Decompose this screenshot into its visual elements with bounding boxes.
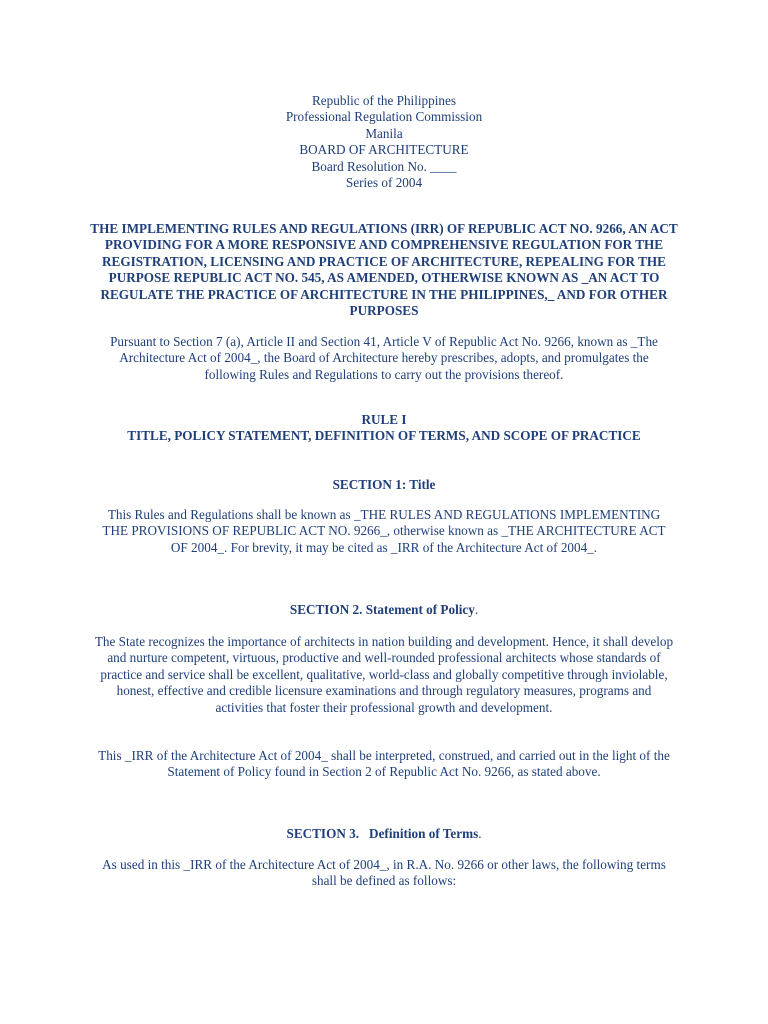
header-series: Series of 2004	[345, 175, 423, 191]
rule-heading	[90, 412, 678, 445]
header-country: Republic of the Philippines	[312, 93, 456, 108]
section-3-heading-title: Definition of Terms	[369, 826, 479, 841]
header-resolution: Board Resolution No. ____	[311, 158, 457, 174]
section-1-heading: SECTION 1: Title	[332, 477, 436, 492]
document-title: THE IMPLEMENTING RULES AND REGULATIONS (IRR) OF REPUBLIC ACT NO. 9266, AN ACT PROVIDING FOR A MORE RESPONSIVE AND COMPREHENSIVE REGULATION FOR THE REGISTRATION, LICENSING AND PRACTICE OF ARCHITECTURE, REPEALING FOR THE PURPOSE REPUBLIC ACT NO. 545, AS AMENDED, OTHERWISE KNOWN AS _AN ACT TO REGULATE THE PRACTICE OF ARCHITECTURE IN THE PHILIPPINES,_ AND FOR OTHER PURPOSES	[90, 221, 678, 319]
rule-title: TITLE, POLICY STATEMENT, DEFINITION OF TERMS, AND SCOPE OF PRACTICE	[127, 428, 641, 444]
preamble-paragraph: Pursuant to Section 7 (a), Article II and Section 41, Article V of Republic Act No. 9266, known as _The Architecture Act of 2004_, the Board of Architecture hereby prescribes, adopts, and promulgates the following Rules and Regulations to carry out the provisions thereof.	[110, 334, 658, 382]
section-3-heading	[90, 826, 678, 842]
section-3-body: As used in this _IRR of the Architecture Act of 2004_, in R.A. No. 9266 or other laws, the following terms shall be defined as follows:	[102, 857, 666, 889]
section-2-paragraph-2: This _IRR of the Architecture Act of 2004_ shall be interpreted, construed, and carried out in the light of the Statement of Policy found in Section 2 of Republic Act No. 9266, as stated above.	[98, 748, 670, 780]
rule-number: RULE I	[361, 412, 407, 427]
header-city: Manila	[365, 125, 403, 141]
section-3-heading-period: .	[478, 826, 482, 841]
section-2-paragraph-1: The State recognizes the importance of architects in nation building and development. Hence, it shall develop and nurture competent, virtuous, productive and well-rounded professional architects whose standards of practice and service shall be excellent, qualitative, world-class and globally competitive through inviolable, honest, effective and credible licensure examinations and through regulatory measures, programs and activities that foster their professional growth and development.	[94, 634, 674, 715]
section-1-body: This Rules and Regulations shall be known as _THE RULES AND REGULATIONS IMPLEMENTING THE PROVISIONS OF REPUBLIC ACT NO. 9266_, otherwise known as _THE ARCHITECTURE ACT OF 2004_. For brevity, it may be cited as _IRR of the Architecture Act of 2004_.	[102, 507, 666, 555]
header-commission: Professional Regulation Commission	[285, 109, 483, 125]
section-2-heading-period: .	[474, 602, 479, 617]
section-2-heading	[90, 602, 678, 618]
document-header	[90, 93, 678, 191]
header-board: BOARD OF ARCHITECTURE	[299, 142, 469, 158]
section-3-heading-label: SECTION 3.	[286, 826, 360, 841]
section-2-heading-text: SECTION 2. Statement of Policy	[289, 602, 475, 617]
